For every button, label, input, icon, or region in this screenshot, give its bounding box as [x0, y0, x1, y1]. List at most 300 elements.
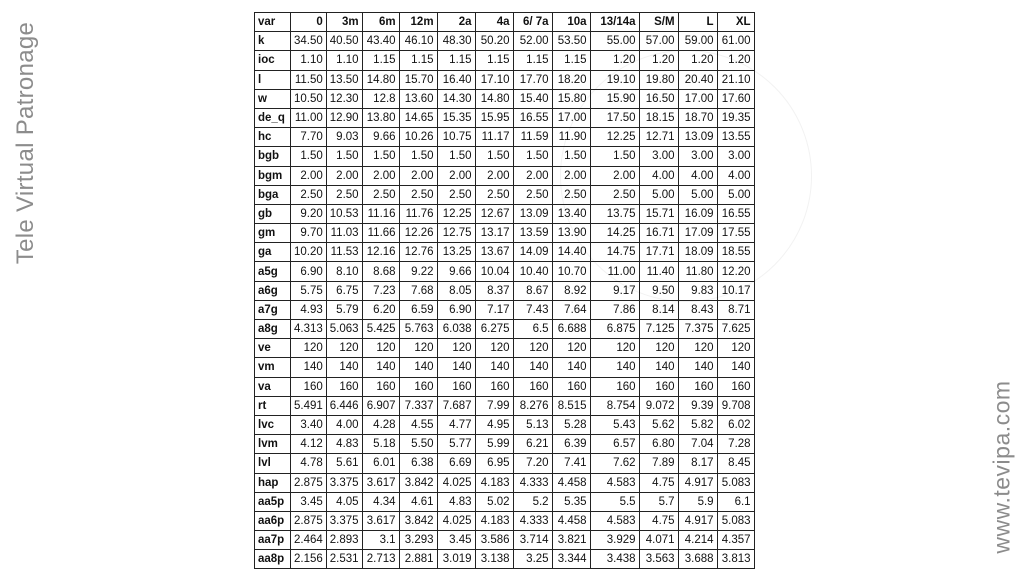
row-label: a6g — [255, 281, 291, 300]
table-cell: 3.1 — [362, 531, 399, 550]
table-cell: 9.03 — [326, 128, 362, 147]
row-label: lvc — [255, 415, 291, 434]
table-cell: 4.583 — [590, 511, 639, 530]
table-cell: 3.617 — [362, 473, 399, 492]
row-label: aa6p — [255, 511, 291, 530]
table-cell: 5.61 — [326, 454, 362, 473]
row-label: ga — [255, 243, 291, 262]
table-cell: 7.04 — [678, 435, 717, 454]
table-cell: 4.333 — [513, 473, 552, 492]
table-row — [255, 262, 755, 281]
table-cell: 8.37 — [475, 281, 513, 300]
table-header-row — [255, 13, 755, 32]
row-label: bgb — [255, 147, 291, 166]
table-cell: 3.842 — [399, 511, 437, 530]
table-cell: 6.95 — [475, 454, 513, 473]
row-label: a8g — [255, 320, 291, 339]
table-cell: 2.00 — [399, 166, 437, 185]
table-cell: 120 — [639, 339, 678, 358]
table-cell: 10.75 — [437, 128, 475, 147]
table-cell: 6.038 — [437, 320, 475, 339]
table-cell: 43.40 — [362, 32, 399, 51]
table-cell: 1.50 — [362, 147, 399, 166]
table-row — [255, 320, 755, 339]
table-cell: 4.183 — [475, 511, 513, 530]
table-cell: 4.071 — [639, 531, 678, 550]
table-cell: 160 — [639, 377, 678, 396]
table-cell: 4.458 — [552, 473, 590, 492]
table-cell: 8.43 — [678, 300, 717, 319]
table-cell: 4.83 — [437, 492, 475, 511]
table-cell: 14.30 — [437, 89, 475, 108]
table-cell: 4.357 — [717, 531, 754, 550]
table-cell: 9.072 — [639, 396, 678, 415]
table-cell: 1.20 — [639, 51, 678, 70]
table-cell: 6.275 — [475, 320, 513, 339]
table-cell: 9.20 — [291, 204, 327, 223]
table-row — [255, 243, 755, 262]
table-cell: 1.15 — [399, 51, 437, 70]
table-cell: 5.7 — [639, 492, 678, 511]
table-cell: 6.69 — [437, 454, 475, 473]
table-cell: 4.00 — [639, 166, 678, 185]
table-cell: 3.00 — [639, 147, 678, 166]
row-label: lvl — [255, 454, 291, 473]
column-header: 6m — [362, 13, 399, 32]
table-cell: 16.55 — [513, 108, 552, 127]
table-cell: 8.754 — [590, 396, 639, 415]
table-cell: 160 — [552, 377, 590, 396]
column-header: 2a — [437, 13, 475, 32]
table-cell: 6.21 — [513, 435, 552, 454]
row-label: gb — [255, 204, 291, 223]
table-cell: 4.025 — [437, 511, 475, 530]
table-cell: 14.75 — [590, 243, 639, 262]
table-cell: 14.80 — [475, 89, 513, 108]
table-cell: 2.531 — [326, 550, 362, 569]
table-cell: 7.125 — [639, 320, 678, 339]
table-cell: 160 — [590, 377, 639, 396]
table-cell: 17.60 — [717, 89, 754, 108]
table-cell: 160 — [475, 377, 513, 396]
table-cell: 1.15 — [513, 51, 552, 70]
table-cell: 3.45 — [437, 531, 475, 550]
table-cell: 120 — [399, 339, 437, 358]
table-row — [255, 281, 755, 300]
table-cell: 160 — [291, 377, 327, 396]
table-cell: 7.41 — [552, 454, 590, 473]
table-cell: 21.10 — [717, 70, 754, 89]
table-cell: 3.813 — [717, 550, 754, 569]
table-cell: 7.337 — [399, 396, 437, 415]
table-cell: 12.90 — [326, 108, 362, 127]
column-header: 3m — [326, 13, 362, 32]
table-cell: 2.50 — [326, 185, 362, 204]
table-cell: 2.881 — [399, 550, 437, 569]
table-cell: 7.86 — [590, 300, 639, 319]
table-cell: 2.713 — [362, 550, 399, 569]
table-row — [255, 358, 755, 377]
table-cell: 8.92 — [552, 281, 590, 300]
table-cell: 2.464 — [291, 531, 327, 550]
table-cell: 160 — [513, 377, 552, 396]
table-cell: 19.10 — [590, 70, 639, 89]
table-cell: 40.50 — [326, 32, 362, 51]
column-header: 0 — [291, 13, 327, 32]
table-cell: 5.77 — [437, 435, 475, 454]
table-cell: 5.82 — [678, 415, 717, 434]
table-cell: 140 — [326, 358, 362, 377]
row-label: rt — [255, 396, 291, 415]
table-cell: 5.083 — [717, 511, 754, 530]
table-cell: 140 — [362, 358, 399, 377]
table-cell: 3.293 — [399, 531, 437, 550]
table-cell: 1.20 — [590, 51, 639, 70]
table-cell: 15.35 — [437, 108, 475, 127]
table-cell: 2.50 — [513, 185, 552, 204]
table-cell: 4.313 — [291, 320, 327, 339]
table-cell: 5.2 — [513, 492, 552, 511]
table-cell: 11.16 — [362, 204, 399, 223]
table-cell: 53.50 — [552, 32, 590, 51]
table-cell: 4.00 — [678, 166, 717, 185]
table-cell: 1.15 — [475, 51, 513, 70]
table-cell: 12.8 — [362, 89, 399, 108]
table-cell: 19.80 — [639, 70, 678, 89]
table-cell: 12.25 — [590, 128, 639, 147]
table-cell: 2.00 — [362, 166, 399, 185]
table-cell: 6.01 — [362, 454, 399, 473]
table-cell: 12.76 — [399, 243, 437, 262]
table-cell: 61.00 — [717, 32, 754, 51]
table-cell: 7.28 — [717, 435, 754, 454]
table-cell: 5.9 — [678, 492, 717, 511]
table-cell: 4.458 — [552, 511, 590, 530]
table-cell: 7.70 — [291, 128, 327, 147]
table-cell: 140 — [639, 358, 678, 377]
table-cell: 2.156 — [291, 550, 327, 569]
table-cell: 3.344 — [552, 550, 590, 569]
table-cell: 17.10 — [475, 70, 513, 89]
table-cell: 1.20 — [678, 51, 717, 70]
table-cell: 17.09 — [678, 224, 717, 243]
table-cell: 12.20 — [717, 262, 754, 281]
table-cell: 5.00 — [717, 185, 754, 204]
table-cell: 3.929 — [590, 531, 639, 550]
table-cell: 11.59 — [513, 128, 552, 147]
table-cell: 3.617 — [362, 511, 399, 530]
table-cell: 5.00 — [678, 185, 717, 204]
table-cell: 3.821 — [552, 531, 590, 550]
table-cell: 15.70 — [399, 70, 437, 89]
table-cell: 10.04 — [475, 262, 513, 281]
table-cell: 2.00 — [513, 166, 552, 185]
table-cell: 16.71 — [639, 224, 678, 243]
table-cell: 6.875 — [590, 320, 639, 339]
table-cell: 9.39 — [678, 396, 717, 415]
brand-text: Tele Virtual Patronage — [12, 21, 39, 265]
table-cell: 59.00 — [678, 32, 717, 51]
table-cell: 3.00 — [717, 147, 754, 166]
row-label: w — [255, 89, 291, 108]
table-cell: 1.10 — [291, 51, 327, 70]
table-row — [255, 377, 755, 396]
table-row — [255, 511, 755, 530]
table-row — [255, 224, 755, 243]
table-cell: 15.90 — [590, 89, 639, 108]
table-cell: 6.02 — [717, 415, 754, 434]
table-cell: 18.15 — [639, 108, 678, 127]
table-cell: 17.50 — [590, 108, 639, 127]
table-cell: 7.687 — [437, 396, 475, 415]
table-cell: 6.57 — [590, 435, 639, 454]
table-cell: 12.71 — [639, 128, 678, 147]
table-cell: 16.09 — [678, 204, 717, 223]
table-cell: 120 — [326, 339, 362, 358]
size-table — [254, 12, 755, 569]
table-cell: 2.50 — [437, 185, 475, 204]
table-cell: 4.75 — [639, 473, 678, 492]
table-cell: 9.708 — [717, 396, 754, 415]
table-cell: 4.77 — [437, 415, 475, 434]
table-cell: 9.66 — [362, 128, 399, 147]
table-cell: 2.50 — [362, 185, 399, 204]
table-cell: 11.53 — [326, 243, 362, 262]
table-cell: 1.15 — [437, 51, 475, 70]
table-cell: 120 — [590, 339, 639, 358]
table-row — [255, 147, 755, 166]
table-cell: 3.138 — [475, 550, 513, 569]
table-cell: 5.083 — [717, 473, 754, 492]
table-cell: 2.00 — [552, 166, 590, 185]
table-cell: 4.214 — [678, 531, 717, 550]
table-cell: 9.17 — [590, 281, 639, 300]
table-cell: 3.45 — [291, 492, 327, 511]
table-cell: 3.563 — [639, 550, 678, 569]
table-cell: 7.20 — [513, 454, 552, 473]
table-cell: 8.45 — [717, 454, 754, 473]
column-header: 13/14a — [590, 13, 639, 32]
table-cell: 3.438 — [590, 550, 639, 569]
table-cell: 3.586 — [475, 531, 513, 550]
table-row — [255, 51, 755, 70]
table-cell: 17.00 — [678, 89, 717, 108]
column-header: 6/ 7a — [513, 13, 552, 32]
table-cell: 15.80 — [552, 89, 590, 108]
table-row — [255, 128, 755, 147]
table-cell: 5.79 — [326, 300, 362, 319]
column-header: 10a — [552, 13, 590, 32]
table-cell: 4.025 — [437, 473, 475, 492]
table-cell: 2.50 — [475, 185, 513, 204]
table-cell: 4.333 — [513, 511, 552, 530]
table-cell: 2.875 — [291, 473, 327, 492]
row-label: va — [255, 377, 291, 396]
table-cell: 16.55 — [717, 204, 754, 223]
table-cell: 20.40 — [678, 70, 717, 89]
table-cell: 4.183 — [475, 473, 513, 492]
table-cell: 8.14 — [639, 300, 678, 319]
table-cell: 140 — [513, 358, 552, 377]
table-cell: 5.13 — [513, 415, 552, 434]
table-cell: 11.17 — [475, 128, 513, 147]
table-cell: 1.50 — [291, 147, 327, 166]
table-cell: 13.55 — [717, 128, 754, 147]
table-row — [255, 435, 755, 454]
table-cell: 19.35 — [717, 108, 754, 127]
table-cell: 5.763 — [399, 320, 437, 339]
table-cell: 11.40 — [639, 262, 678, 281]
table-cell: 11.50 — [291, 70, 327, 89]
table-cell: 8.17 — [678, 454, 717, 473]
table-cell: 52.00 — [513, 32, 552, 51]
row-label: ioc — [255, 51, 291, 70]
table-cell: 5.75 — [291, 281, 327, 300]
table-cell: 3.00 — [678, 147, 717, 166]
row-label: k — [255, 32, 291, 51]
table-cell: 1.10 — [326, 51, 362, 70]
column-header: 4a — [475, 13, 513, 32]
table-row — [255, 531, 755, 550]
table-cell: 1.50 — [475, 147, 513, 166]
table-cell: 11.76 — [399, 204, 437, 223]
table-cell: 9.70 — [291, 224, 327, 243]
table-row — [255, 32, 755, 51]
column-header: S/M — [639, 13, 678, 32]
table-cell: 13.75 — [590, 204, 639, 223]
table-cell: 2.50 — [552, 185, 590, 204]
table-cell: 12.16 — [362, 243, 399, 262]
table-cell: 7.17 — [475, 300, 513, 319]
table-cell: 5.063 — [326, 320, 362, 339]
row-label: aa5p — [255, 492, 291, 511]
table-cell: 15.95 — [475, 108, 513, 127]
table-cell: 4.00 — [717, 166, 754, 185]
row-label: l — [255, 70, 291, 89]
row-label: a5g — [255, 262, 291, 281]
table-cell: 5.00 — [639, 185, 678, 204]
table-cell: 5.43 — [590, 415, 639, 434]
table-cell: 140 — [291, 358, 327, 377]
row-label: hap — [255, 473, 291, 492]
table-cell: 3.25 — [513, 550, 552, 569]
table-cell: 9.83 — [678, 281, 717, 300]
table-cell: 140 — [590, 358, 639, 377]
table-cell: 4.917 — [678, 511, 717, 530]
table-cell: 5.5 — [590, 492, 639, 511]
table-cell: 10.40 — [513, 262, 552, 281]
table-cell: 6.38 — [399, 454, 437, 473]
table-cell: 18.20 — [552, 70, 590, 89]
table-cell: 3.714 — [513, 531, 552, 550]
table-cell: 5.425 — [362, 320, 399, 339]
table-cell: 6.90 — [291, 262, 327, 281]
table-cell: 6.688 — [552, 320, 590, 339]
table-cell: 17.55 — [717, 224, 754, 243]
table-cell: 3.40 — [291, 415, 327, 434]
table-cell: 5.50 — [399, 435, 437, 454]
table-cell: 13.40 — [552, 204, 590, 223]
table-cell: 17.00 — [552, 108, 590, 127]
table-cell: 8.10 — [326, 262, 362, 281]
table-cell: 160 — [399, 377, 437, 396]
table-cell: 7.62 — [590, 454, 639, 473]
table-row — [255, 492, 755, 511]
table-cell: 6.5 — [513, 320, 552, 339]
row-label: bgm — [255, 166, 291, 185]
table-cell: 2.50 — [399, 185, 437, 204]
table-cell: 4.55 — [399, 415, 437, 434]
table-cell: 55.00 — [590, 32, 639, 51]
table-row — [255, 454, 755, 473]
row-label: hc — [255, 128, 291, 147]
table-cell: 16.50 — [639, 89, 678, 108]
table-cell: 12.67 — [475, 204, 513, 223]
table-cell: 10.70 — [552, 262, 590, 281]
table-cell: 10.53 — [326, 204, 362, 223]
table-cell: 120 — [291, 339, 327, 358]
table-cell: 1.50 — [590, 147, 639, 166]
table-cell: 3.688 — [678, 550, 717, 569]
table-cell: 4.78 — [291, 454, 327, 473]
table-cell: 3.019 — [437, 550, 475, 569]
table-cell: 160 — [678, 377, 717, 396]
table-cell: 160 — [717, 377, 754, 396]
table-cell: 11.00 — [291, 108, 327, 127]
table-cell: 16.40 — [437, 70, 475, 89]
table-cell: 9.66 — [437, 262, 475, 281]
table-cell: 13.60 — [399, 89, 437, 108]
table-row — [255, 204, 755, 223]
table-cell: 2.00 — [326, 166, 362, 185]
table-cell: 34.50 — [291, 32, 327, 51]
right-side-website — [982, 0, 1022, 576]
table-cell: 3.375 — [326, 511, 362, 530]
website-text: www.tevipa.com — [988, 380, 1015, 554]
table-cell: 8.276 — [513, 396, 552, 415]
table-cell: 3.842 — [399, 473, 437, 492]
table-row — [255, 300, 755, 319]
table-cell: 140 — [552, 358, 590, 377]
table-cell: 14.40 — [552, 243, 590, 262]
table-cell: 2.00 — [590, 166, 639, 185]
table-cell: 8.515 — [552, 396, 590, 415]
column-header-var: var — [255, 13, 291, 32]
table-row — [255, 166, 755, 185]
table-cell: 2.50 — [291, 185, 327, 204]
table-cell: 15.40 — [513, 89, 552, 108]
table-cell: 10.20 — [291, 243, 327, 262]
table-cell: 6.80 — [639, 435, 678, 454]
table-row — [255, 185, 755, 204]
table-cell: 13.59 — [513, 224, 552, 243]
table-cell: 50.20 — [475, 32, 513, 51]
table-cell: 14.65 — [399, 108, 437, 127]
table-cell: 5.62 — [639, 415, 678, 434]
table-cell: 4.12 — [291, 435, 327, 454]
table-cell: 3.375 — [326, 473, 362, 492]
table-cell: 6.1 — [717, 492, 754, 511]
row-label: bga — [255, 185, 291, 204]
table-cell: 14.09 — [513, 243, 552, 262]
table-cell: 14.80 — [362, 70, 399, 89]
table-cell: 1.15 — [362, 51, 399, 70]
table-cell: 18.55 — [717, 243, 754, 262]
table-cell: 160 — [326, 377, 362, 396]
column-header: 12m — [399, 13, 437, 32]
row-label: aa7p — [255, 531, 291, 550]
table-cell: 120 — [513, 339, 552, 358]
